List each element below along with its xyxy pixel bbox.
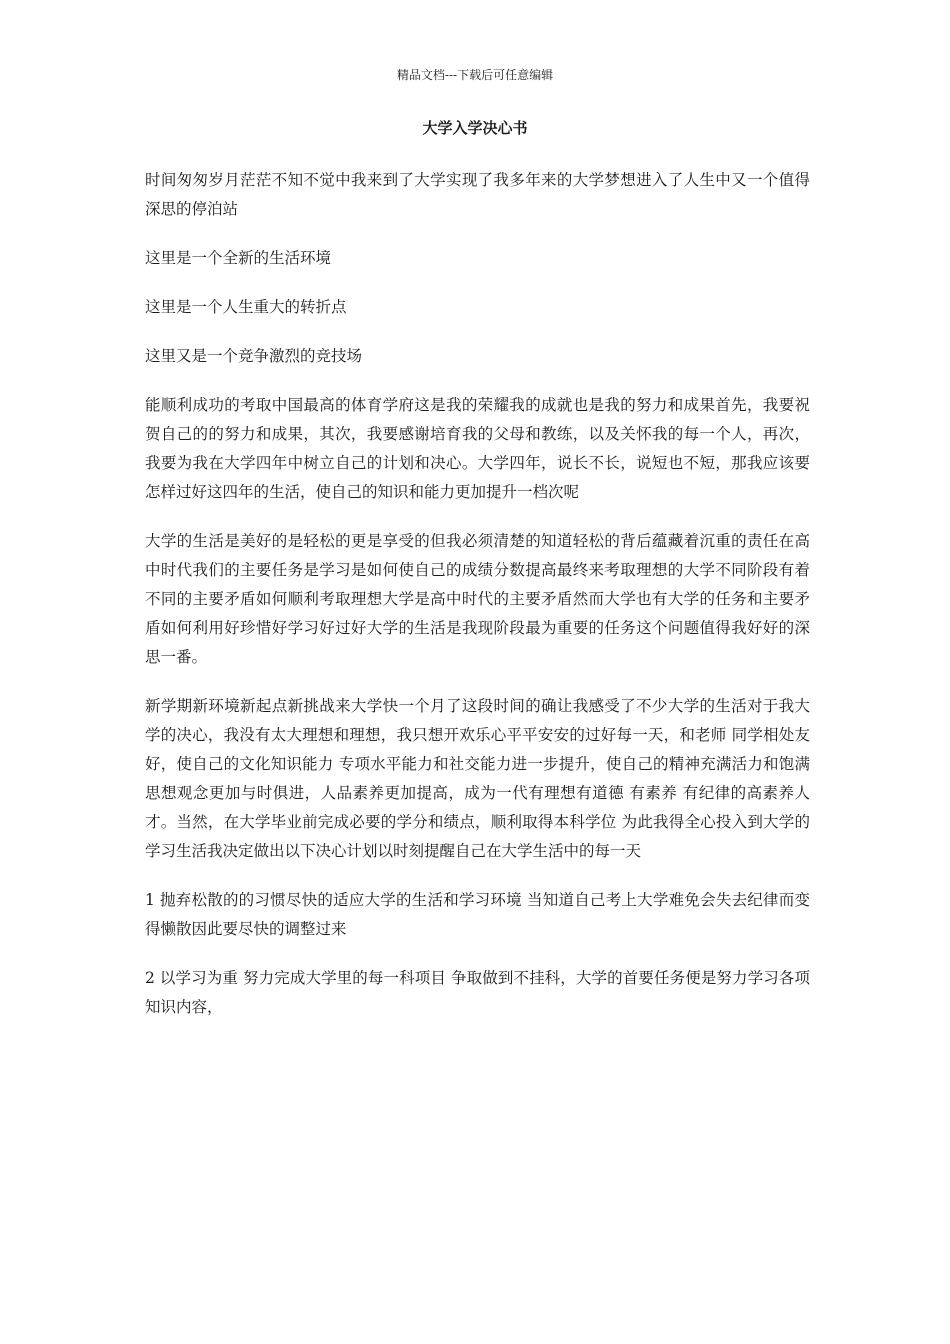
document-body — [145, 166, 810, 1042]
paragraph-new-environment: 这里是一个全新的生活环境 — [145, 249, 332, 267]
document-title: 大学入学决心书 — [422, 119, 528, 137]
paragraph-resolution-2: 2 以学习为重 努力完成大学里的每一科项目 争取做到不挂科，大学的首要任务便是努力学习各项知识内容， — [145, 969, 810, 1016]
paragraph-competition: 这里又是一个竞争激烈的竞技场 — [145, 347, 363, 365]
page-header: 精品文档---下载后可任意编辑 — [396, 68, 554, 82]
paragraph-turning-point: 这里是一个人生重大的转折点 — [145, 298, 347, 316]
paragraph-resolution-1: 1 抛弃松散的的习惯尽快的适应大学的生活和学习环境 当知道自己考上大学难免会失去纪律而变得懒散因此要尽快的调整过来 — [145, 891, 810, 938]
paragraph-intro: 时间匆匆岁月茫茫不知不觉中我来到了大学实现了我多年来的大学梦想进入了人生中又一个值得深思的停泊站 — [145, 171, 810, 218]
paragraph-responsibility: 大学的生活是美好的是轻松的更是享受的但我必须清楚的知道轻松的背后蕴藏着沉重的责任在高中时代我们的主要任务是学习是如何使自己的成绩分数提高最终来考取理想的大学不同阶段有着不同的主要矛盾如何顺利考取理想大学是高中时代的主要矛盾然而大学也有大学的任务和主要矛盾如何利用好珍惜好学习好过好大学的生活是我现阶段最为重要的任务这个问题值得我好好的深思一番。 — [145, 532, 810, 666]
paragraph-achievement: 能顺利成功的考取中国最高的体育学府这是我的荣耀我的成就也是我的努力和成果首先，我要祝贺自己的的努力和成果，其次，我要感谢培育我的父母和教练，以及关怀我的每一个人，再次，我要为我在大学四年中树立自己的计划和决心。大学四年，说长不长，说短也不短，那我应该要怎样过好这四年的生活，使自己的知识和能力更加提升一档次呢 — [145, 396, 810, 501]
paragraph-new-semester: 新学期新环境新起点新挑战来大学快一个月了这段时间的确让我感受了不少大学的生活对于我大学的决心，我没有太大理想和理想，我只想开欢乐心平平安安的过好每一天，和老师 同学相处友好，使自己的文化知识能力 专项水平能力和社交能力进一步提升，使自己的精神充满活力和饱满思想观念更加与时俱进，人品素养更加提高，成为一代有理想有道德 有素养 有纪律的高素养人才。当然，在大学毕业前完成必要的学分和绩点，顺利取得本科学位 为此我得全心投入到大学的学习生活我决定做出以下决心计划以时刻提醒自己在大学生活中的每一天 — [145, 697, 810, 860]
